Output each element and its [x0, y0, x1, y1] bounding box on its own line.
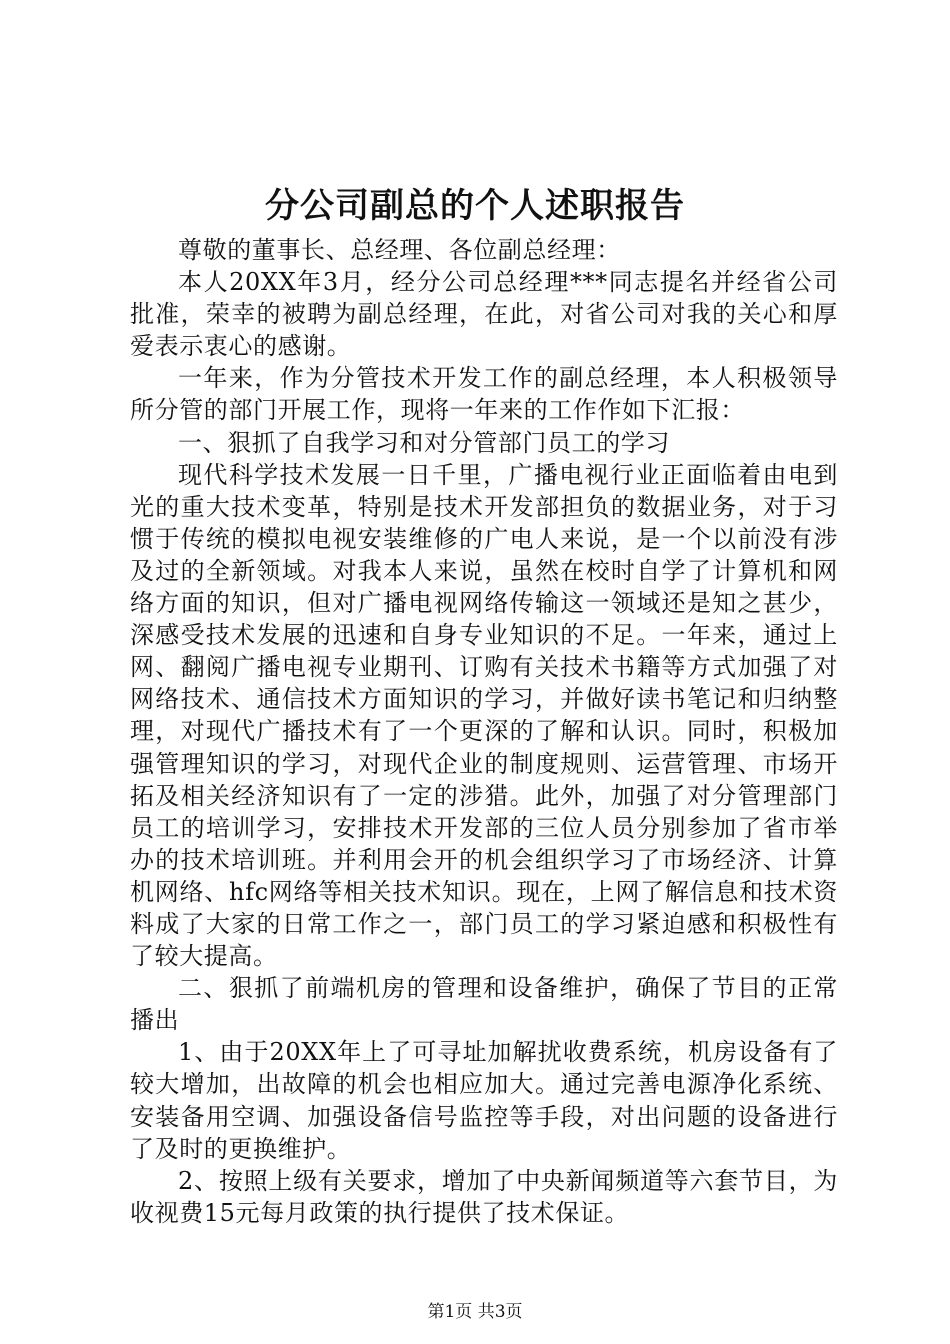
body-paragraph: 一年来，作为分管技术开发工作的副总经理，本人积极领导所分管的部门开展工作，现将一年来的工作作如下汇报： [130, 364, 838, 425]
document-body [130, 234, 838, 1229]
section-heading: 二、狠抓了前端机房的管理和设备维护，确保了节目的正常播出 [130, 974, 838, 1035]
body-paragraph: 2、按照上级有关要求，增加了中央新闻频道等六套节目，为收视费15元每月政策的执行提供了技术保证。 [130, 1166, 838, 1227]
page-number-footer: 第1页 共3页 [427, 1302, 523, 1322]
body-paragraph: 现代科学技术发展一日千里，广播电视行业正面临着由电到光的重大技术变革，特别是技术开发部担负的数据业务，对于习惯于传统的模拟电视安装维修的广电人来说，是一个以前没有涉及过的全新领域。对我本人来说，虽然在校时自学了计算机和网络方面的知识，但对广播电视网络传输这一领域还是知之甚少，深感受技术发展的迅速和自身专业知识的不足。一年来，通过上网、翻阅广播电视专业期刊、订购有关技术书籍等方式加强了对网络技术、通信技术方面知识的学习，并做好读书笔记和归纳整理，对现代广播技术有了一个更深的了解和认识。同时，积极加强管理知识的学习，对现代企业的制度规则、运营管理、市场开拓及相关经济知识有了一定的涉猎。此外，加强了对分管理部门员工的培训学习，安排技术开发部的三位人员分别参加了省市举办的技术培训班。并利用会开的机会组织学习了市场经济、计算机网络、hfc网络等相关技术知识。现在，上网了解信息和技术资料成了大家的日常工作之一，部门员工的学习紧迫感和积极性有了较大提高。 [130, 460, 838, 971]
salutation-paragraph: 尊敬的董事长、总经理、各位副总经理： [178, 236, 621, 264]
body-paragraph: 1、由于20XX年上了可寻址加解扰收费系统，机房设备有了较大增加，出故障的机会也相应加大。通过完善电源净化系统、安装备用空调、加强设备信号监控等手段，对出问题的设备进行了及时的更换维护。 [130, 1038, 838, 1163]
section-heading: 一、狠抓了自我学习和对分管部门员工的学习 [178, 428, 670, 457]
body-paragraph: 本人20XX年3月，经分公司总经理***同志提名并经省公司批准，荣幸的被聘为副总经理，在此，对省公司对我的关心和厚爱表示衷心的感谢。 [130, 268, 838, 361]
document-title: 分公司副总的个人述职报告 [265, 186, 685, 226]
